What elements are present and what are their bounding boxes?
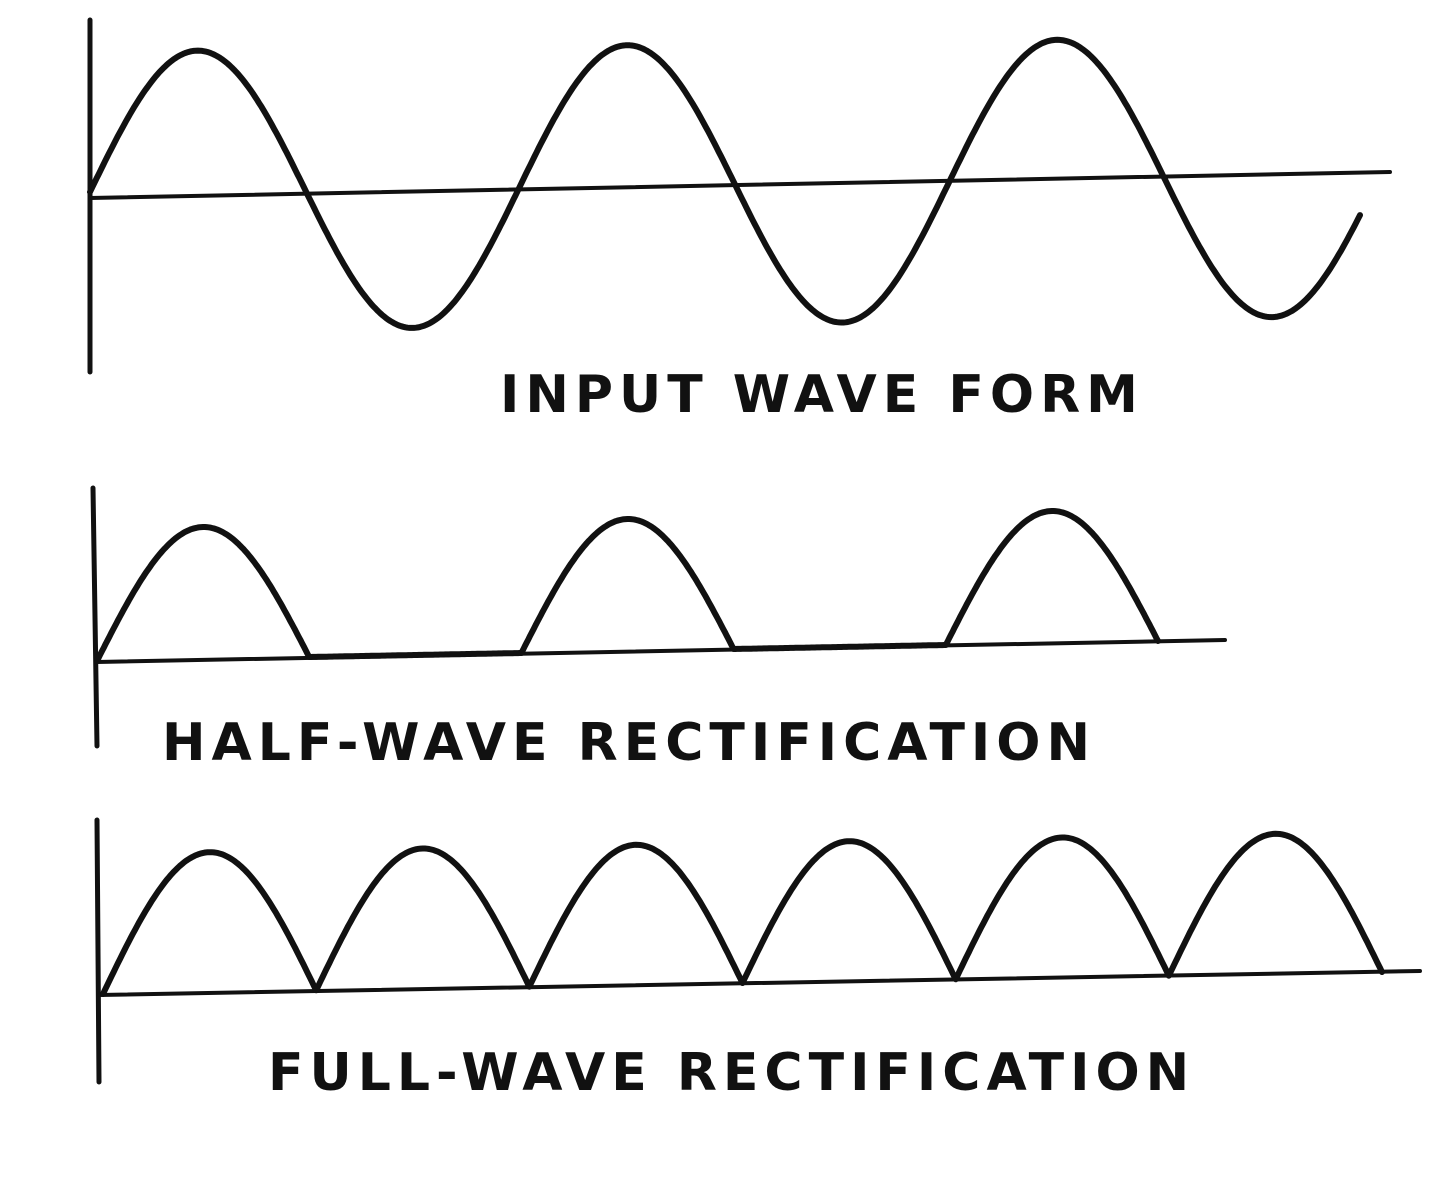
full-wave-vertical-axis [97, 820, 99, 1082]
panel-half-wave [93, 488, 1225, 773]
panel-full-wave [97, 820, 1420, 1103]
half-wave-label: HALF-WAVE RECTIFICATION [162, 713, 1096, 773]
full-wave-curve [103, 834, 1382, 994]
panel-input-wave [90, 20, 1390, 425]
input-wave-label: INPUT WAVE FORM [500, 365, 1144, 425]
half-wave-horizontal-axis [97, 640, 1225, 662]
full-wave-label: FULL-WAVE RECTIFICATION [268, 1043, 1196, 1103]
half-wave-vertical-axis [93, 488, 97, 746]
half-wave-curve [97, 511, 1158, 661]
full-wave-horizontal-axis [99, 971, 1420, 995]
